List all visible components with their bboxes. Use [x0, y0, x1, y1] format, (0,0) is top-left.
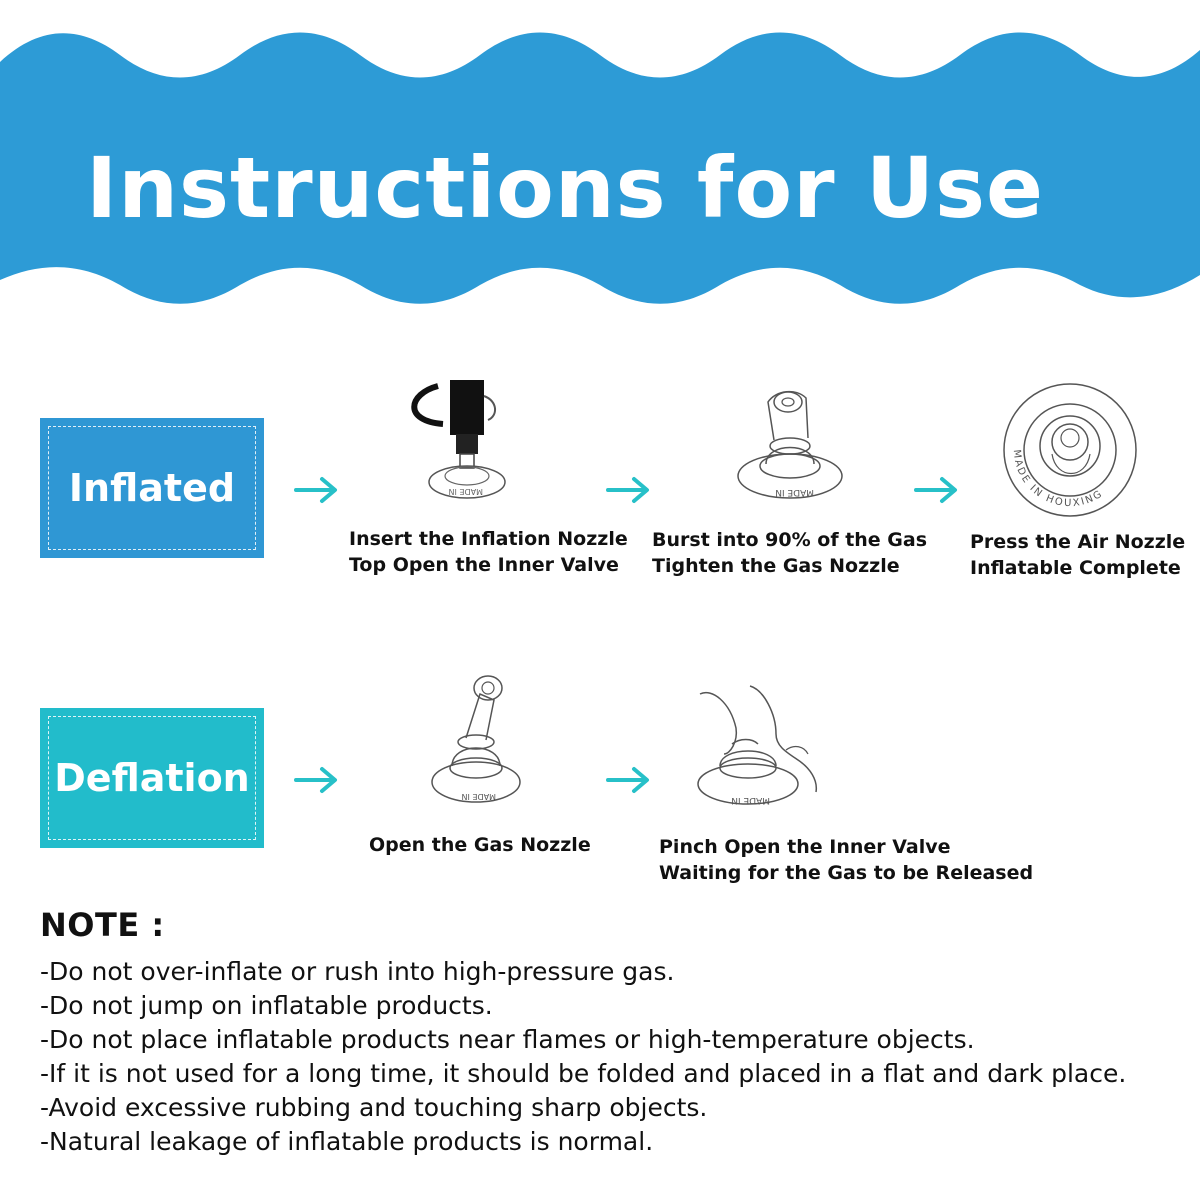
step-3-caption: [970, 529, 1185, 581]
deflation-label-box: [40, 708, 264, 848]
note-item: -Avoid excessive rubbing and touching sharp objects.: [40, 1093, 708, 1122]
step-1-line1: Insert the Inflation Nozzle: [349, 528, 628, 550]
step-2-line2: Tighten the Gas Nozzle: [652, 555, 900, 577]
note-item: -If it is not used for a long time, it should be folded and placed in a flat and dark place.: [40, 1059, 1127, 1088]
step-3-line2: Inflatable Complete: [970, 557, 1181, 579]
note-item: -Do not over-inflate or rush into high-pressure gas.: [40, 957, 675, 986]
pinch-valve-illustration: [690, 684, 830, 814]
closed-valve-illustration: [1000, 380, 1140, 520]
deflate-step-2-stamp: MADE IN: [731, 795, 770, 805]
step-2-stamp: MADE IN: [775, 487, 814, 497]
note-heading: NOTE :: [40, 906, 165, 944]
step-2-line1: Burst into 90% of the Gas: [652, 529, 928, 551]
deflate-step-1-stamp: MADE IN: [461, 792, 496, 801]
step-1-caption: [349, 526, 628, 578]
deflate-step-1-line1: Open the Gas Nozzle: [369, 834, 591, 856]
arrow-right-icon: [294, 765, 340, 795]
deflate-step-2-caption: [659, 834, 1033, 886]
inflated-label-box: [40, 418, 264, 558]
open-valve-illustration: [428, 664, 528, 814]
arrow-right-icon: [914, 475, 960, 505]
note-item: -Natural leakage of inflatable products is normal.: [40, 1127, 654, 1156]
open-valve-illustration: [728, 380, 858, 510]
note-list: [40, 955, 1126, 1159]
step-2-caption: [652, 527, 927, 579]
step-3-stamp: MADE IN HOUXING: [1010, 449, 1106, 510]
step-1-line2: Top Open the Inner Valve: [349, 554, 619, 576]
note-item: -Do not jump on inflatable products.: [40, 991, 493, 1020]
step-1-stamp: MADE IN: [448, 487, 483, 496]
page-title: Instructions for Use: [85, 139, 1045, 237]
arrow-right-icon: [606, 475, 652, 505]
deflate-step-2-line1: Pinch Open the Inner Valve: [659, 836, 951, 858]
deflate-step-2-line2: Waiting for the Gas to be Released: [659, 862, 1034, 884]
deflation-label: Deflation: [54, 756, 250, 800]
pump-nozzle-illustration: [398, 376, 538, 506]
step-3-line1: Press the Air Nozzle: [970, 531, 1186, 553]
note-item: -Do not place inflatable products near flames or high-temperature objects.: [40, 1025, 975, 1054]
deflate-step-1-caption: [369, 832, 591, 858]
arrow-right-icon: [606, 765, 652, 795]
inflated-label: Inflated: [68, 466, 236, 510]
arrow-right-icon: [294, 475, 340, 505]
